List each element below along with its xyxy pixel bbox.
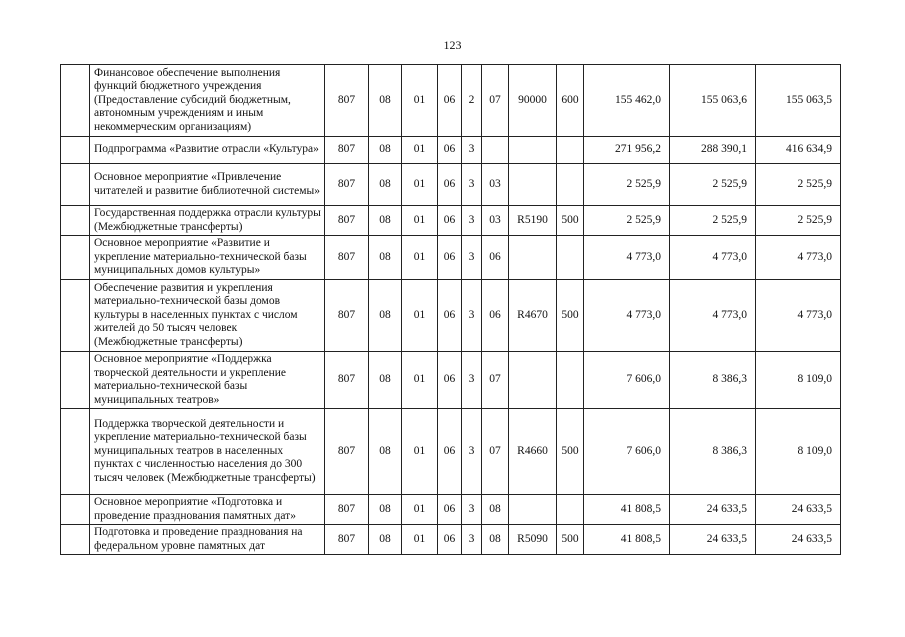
main-activity-code-cell: 08	[482, 495, 509, 525]
program-code-cell: 06	[438, 495, 462, 525]
expense-type-code-cell: 500	[557, 409, 584, 495]
grbs-code-cell: 807	[325, 137, 369, 164]
amount-year1-cell: 4 773,0	[584, 280, 670, 352]
main-activity-code-cell: 08	[482, 525, 509, 555]
row-index-cell	[61, 65, 90, 137]
expense-type-code-cell	[557, 236, 584, 280]
table-row	[61, 206, 841, 236]
amount-year3-cell: 8 109,0	[756, 409, 841, 495]
amount-year3-cell: 416 634,9	[756, 137, 841, 164]
subsection-code-cell: 01	[402, 206, 438, 236]
main-activity-code-cell: 03	[482, 206, 509, 236]
expense-direction-code-cell	[509, 352, 557, 409]
table-row	[61, 137, 841, 164]
amount-year1-cell: 7 606,0	[584, 352, 670, 409]
expense-direction-code-cell: R5090	[509, 525, 557, 555]
main-activity-code-cell: 06	[482, 280, 509, 352]
amount-year1-cell: 271 956,2	[584, 137, 670, 164]
amount-year1-cell: 41 808,5	[584, 495, 670, 525]
grbs-code-cell: 807	[325, 280, 369, 352]
table-row	[61, 65, 841, 137]
table-row	[61, 352, 841, 409]
amount-year1-cell: 2 525,9	[584, 164, 670, 206]
amount-year1-cell: 7 606,0	[584, 409, 670, 495]
subsection-code-cell: 01	[402, 236, 438, 280]
subprogram-code-cell: 3	[462, 137, 482, 164]
item-name-cell: Государственная поддержка отрасли культуры (Межбюджетные трансферты)	[90, 206, 325, 236]
amount-year2-cell: 4 773,0	[670, 236, 756, 280]
subprogram-code-cell: 3	[462, 495, 482, 525]
expense-type-code-cell: 500	[557, 525, 584, 555]
amount-year1-cell: 2 525,9	[584, 206, 670, 236]
grbs-code-cell: 807	[325, 164, 369, 206]
item-name-cell: Поддержка творческой деятельности и укрепление материально-технической базы муниципальных театров в населенных пунктах с численностью населения до 300 тысяч человек (Межбюджетные трансферты)	[90, 409, 325, 495]
amount-year2-cell: 24 633,5	[670, 495, 756, 525]
expense-direction-code-cell: R5190	[509, 206, 557, 236]
table-row	[61, 525, 841, 555]
amount-year3-cell: 2 525,9	[756, 164, 841, 206]
subprogram-code-cell: 3	[462, 206, 482, 236]
amount-year3-cell: 4 773,0	[756, 280, 841, 352]
section-code-cell: 08	[369, 352, 402, 409]
section-code-cell: 08	[369, 65, 402, 137]
item-name-cell: Основное мероприятие «Привлечение читателей и развитие библиотечной системы»	[90, 164, 325, 206]
section-code-cell: 08	[369, 206, 402, 236]
page-number: 123	[443, 38, 462, 52]
program-code-cell: 06	[438, 525, 462, 555]
item-name-cell: Основное мероприятие «Поддержка творческой деятельности и укрепление материально-технической базы муниципальных театров»	[90, 352, 325, 409]
grbs-code-cell: 807	[325, 352, 369, 409]
expense-direction-code-cell: 90000	[509, 65, 557, 137]
main-activity-code-cell: 06	[482, 236, 509, 280]
amount-year3-cell: 8 109,0	[756, 352, 841, 409]
program-code-cell: 06	[438, 206, 462, 236]
table-row	[61, 409, 841, 495]
expense-type-code-cell	[557, 495, 584, 525]
subsection-code-cell: 01	[402, 495, 438, 525]
main-activity-code-cell: 03	[482, 164, 509, 206]
program-code-cell: 06	[438, 236, 462, 280]
grbs-code-cell: 807	[325, 65, 369, 137]
expense-direction-code-cell	[509, 164, 557, 206]
grbs-code-cell: 807	[325, 206, 369, 236]
table-row	[61, 280, 841, 352]
amount-year2-cell: 8 386,3	[670, 409, 756, 495]
row-index-cell	[61, 352, 90, 409]
expense-direction-code-cell: R4670	[509, 280, 557, 352]
subprogram-code-cell: 3	[462, 352, 482, 409]
item-name-cell: Обеспечение развития и укрепления материально-технической базы домов культуры в населенных пунктах с числом жителей до 50 тысяч человек (Межбюджетные трансферты)	[90, 280, 325, 352]
program-code-cell: 06	[438, 409, 462, 495]
amount-year3-cell: 24 633,5	[756, 525, 841, 555]
expense-type-code-cell	[557, 164, 584, 206]
subsection-code-cell: 01	[402, 525, 438, 555]
amount-year2-cell: 155 063,6	[670, 65, 756, 137]
section-code-cell: 08	[369, 409, 402, 495]
budget-table	[60, 64, 841, 555]
subsection-code-cell: 01	[402, 65, 438, 137]
row-index-cell	[61, 236, 90, 280]
expense-type-code-cell	[557, 352, 584, 409]
item-name-cell: Основное мероприятие «Развитие и укрепление материально-технической базы муниципальных домов культуры»	[90, 236, 325, 280]
amount-year2-cell: 2 525,9	[670, 164, 756, 206]
amount-year2-cell: 8 386,3	[670, 352, 756, 409]
subprogram-code-cell: 3	[462, 236, 482, 280]
main-activity-code-cell: 07	[482, 409, 509, 495]
section-code-cell: 08	[369, 137, 402, 164]
subprogram-code-cell: 3	[462, 409, 482, 495]
table-row	[61, 164, 841, 206]
program-code-cell: 06	[438, 352, 462, 409]
amount-year2-cell: 24 633,5	[670, 525, 756, 555]
row-index-cell	[61, 164, 90, 206]
expense-type-code-cell	[557, 137, 584, 164]
row-index-cell	[61, 495, 90, 525]
expense-direction-code-cell	[509, 137, 557, 164]
grbs-code-cell: 807	[325, 525, 369, 555]
amount-year2-cell: 288 390,1	[670, 137, 756, 164]
amount-year3-cell: 155 063,5	[756, 65, 841, 137]
program-code-cell: 06	[438, 137, 462, 164]
main-activity-code-cell	[482, 137, 509, 164]
section-code-cell: 08	[369, 525, 402, 555]
subprogram-code-cell: 3	[462, 525, 482, 555]
item-name-cell: Финансовое обеспечение выполнения функций бюджетного учреждения (Предоставление субсидий бюджетным, автономным учреждениям и иным некоммерческим организациям)	[90, 65, 325, 137]
table-row	[61, 236, 841, 280]
row-index-cell	[61, 137, 90, 164]
subsection-code-cell: 01	[402, 409, 438, 495]
amount-year3-cell: 2 525,9	[756, 206, 841, 236]
expense-direction-code-cell: R4660	[509, 409, 557, 495]
program-code-cell: 06	[438, 280, 462, 352]
section-code-cell: 08	[369, 280, 402, 352]
grbs-code-cell: 807	[325, 409, 369, 495]
amount-year3-cell: 24 633,5	[756, 495, 841, 525]
subsection-code-cell: 01	[402, 164, 438, 206]
subprogram-code-cell: 3	[462, 164, 482, 206]
program-code-cell: 06	[438, 164, 462, 206]
subsection-code-cell: 01	[402, 280, 438, 352]
section-code-cell: 08	[369, 236, 402, 280]
amount-year2-cell: 2 525,9	[670, 206, 756, 236]
expense-direction-code-cell	[509, 236, 557, 280]
program-code-cell: 06	[438, 65, 462, 137]
row-index-cell	[61, 409, 90, 495]
main-activity-code-cell: 07	[482, 352, 509, 409]
amount-year3-cell: 4 773,0	[756, 236, 841, 280]
item-name-cell: Основное мероприятие «Подготовка и проведение празднования памятных дат»	[90, 495, 325, 525]
expense-type-code-cell: 500	[557, 280, 584, 352]
section-code-cell: 08	[369, 495, 402, 525]
item-name-cell: Подпрограмма «Развитие отрасли «Культура»	[90, 137, 325, 164]
main-activity-code-cell: 07	[482, 65, 509, 137]
amount-year1-cell: 4 773,0	[584, 236, 670, 280]
expense-type-code-cell: 600	[557, 65, 584, 137]
row-index-cell	[61, 280, 90, 352]
row-index-cell	[61, 525, 90, 555]
grbs-code-cell: 807	[325, 236, 369, 280]
amount-year1-cell: 155 462,0	[584, 65, 670, 137]
item-name-cell: Подготовка и проведение празднования на федеральном уровне памятных дат	[90, 525, 325, 555]
grbs-code-cell: 807	[325, 495, 369, 525]
row-index-cell	[61, 206, 90, 236]
subsection-code-cell: 01	[402, 137, 438, 164]
subprogram-code-cell: 3	[462, 280, 482, 352]
expense-direction-code-cell	[509, 495, 557, 525]
expense-type-code-cell: 500	[557, 206, 584, 236]
section-code-cell: 08	[369, 164, 402, 206]
amount-year1-cell: 41 808,5	[584, 525, 670, 555]
amount-year2-cell: 4 773,0	[670, 280, 756, 352]
subprogram-code-cell: 2	[462, 65, 482, 137]
table-row	[61, 495, 841, 525]
subsection-code-cell: 01	[402, 352, 438, 409]
